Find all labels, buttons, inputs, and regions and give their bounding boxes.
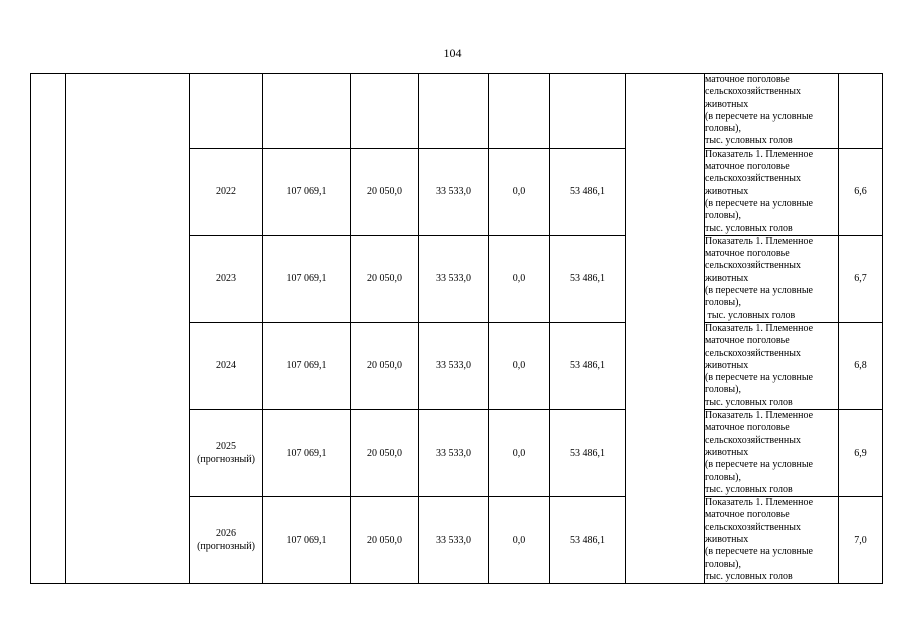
budget-indicator-table xyxy=(30,73,883,584)
cell-regional: 33 533,0 xyxy=(419,148,489,235)
cell-federal: 20 050,0 xyxy=(351,497,419,584)
cell-local: 0,0 xyxy=(489,410,550,497)
cell-c3-blank xyxy=(489,74,550,149)
cell-local: 0,0 xyxy=(489,235,550,322)
cell-other: 53 486,1 xyxy=(550,322,626,409)
cell-indicator-value: 6,8 xyxy=(839,322,883,409)
cell-year-blank xyxy=(190,74,263,149)
indicator-text-continued: маточное поголовье сельскохозяйственных животных (в пересчете на условные головы), тыс. условных голов xyxy=(705,74,839,149)
cell-total: 107 069,1 xyxy=(263,410,351,497)
cell-local: 0,0 xyxy=(489,497,550,584)
cell-value-blank xyxy=(839,74,883,149)
indicator-text: Показатель 1. Племенное маточное поголовье сельскохозяйственных животных (в пересчете на условные головы), тыс. условных голов xyxy=(705,148,839,235)
cell-regional: 33 533,0 xyxy=(419,497,489,584)
cell-indicator-value: 6,7 xyxy=(839,235,883,322)
indicator-text: Показатель 1. Племенное маточное поголовье сельскохозяйственных животных (в пересчете на условные головы), тыс. условных голов xyxy=(705,322,839,409)
cell-total: 107 069,1 xyxy=(263,497,351,584)
cell-other: 53 486,1 xyxy=(550,148,626,235)
cell-indicator-value: 7,0 xyxy=(839,497,883,584)
page-number: 104 xyxy=(443,46,462,60)
cell-c2-blank xyxy=(419,74,489,149)
cell-year: 2023 xyxy=(190,235,263,322)
cell-federal: 20 050,0 xyxy=(351,322,419,409)
cell-other: 53 486,1 xyxy=(550,497,626,584)
cell-total-blank xyxy=(263,74,351,149)
cell-federal: 20 050,0 xyxy=(351,235,419,322)
cell-indicator-value: 6,6 xyxy=(839,148,883,235)
indicator-text: Показатель 1. Племенное маточное поголовье сельскохозяйственных животных (в пересчете на условные головы), тыс. условных голов xyxy=(705,235,839,322)
cell-name-blank xyxy=(66,74,190,584)
cell-federal: 20 050,0 xyxy=(351,148,419,235)
cell-total: 107 069,1 xyxy=(263,322,351,409)
table-row-continued xyxy=(31,74,883,149)
cell-year: 2022 xyxy=(190,148,263,235)
cell-local: 0,0 xyxy=(489,148,550,235)
cell-federal: 20 050,0 xyxy=(351,410,419,497)
cell-c1-blank xyxy=(351,74,419,149)
cell-regional: 33 533,0 xyxy=(419,410,489,497)
cell-executor-blank xyxy=(626,74,705,584)
cell-year: 2024 xyxy=(190,322,263,409)
cell-year: 2026 (прогнозный) xyxy=(190,497,263,584)
cell-regional: 33 533,0 xyxy=(419,235,489,322)
indicator-text: Показатель 1. Племенное маточное поголовье сельскохозяйственных животных (в пересчете на условные головы), тыс. условных голов xyxy=(705,497,839,584)
cell-year: 2025 (прогнозный) xyxy=(190,410,263,497)
cell-total: 107 069,1 xyxy=(263,235,351,322)
cell-total: 107 069,1 xyxy=(263,148,351,235)
cell-indicator-value: 6,9 xyxy=(839,410,883,497)
cell-number-blank xyxy=(31,74,66,584)
cell-other: 53 486,1 xyxy=(550,410,626,497)
cell-c4-blank xyxy=(550,74,626,149)
cell-regional: 33 533,0 xyxy=(419,322,489,409)
indicator-text: Показатель 1. Племенное маточное поголовье сельскохозяйственных животных (в пересчете на условные головы), тыс. условных голов xyxy=(705,410,839,497)
cell-local: 0,0 xyxy=(489,322,550,409)
cell-other: 53 486,1 xyxy=(550,235,626,322)
